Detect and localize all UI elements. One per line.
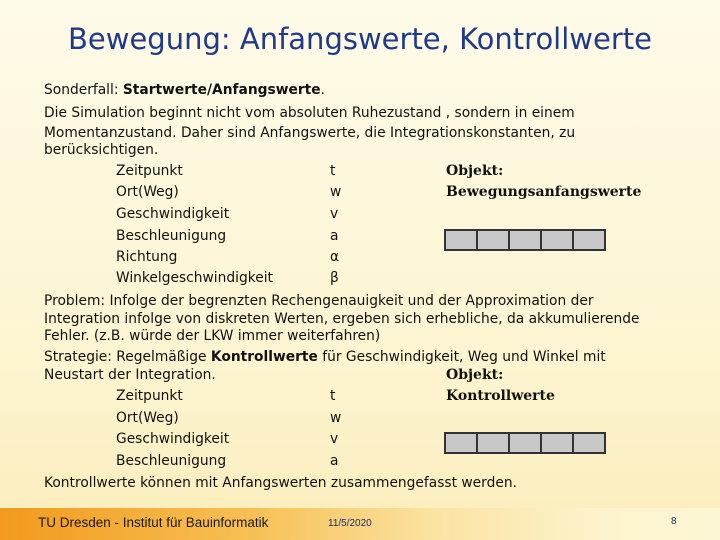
table1-label-3: Beschleunigung [116,228,227,244]
table1-label-5: Winkelgeschwindigkeit [116,270,273,286]
table2-label-2: Geschwindigkeit [116,431,230,447]
strategy-prefix: Strategie: Regelmäßige [44,349,211,365]
table1-label-2: Geschwindigkeit [116,206,230,222]
table2-symbol-0: t [330,388,336,404]
footer-institution: TU Dresden - Institut für Bauinformatik [38,515,269,530]
intro-bold-term: Startwerte/Anfangswerte [122,82,321,98]
table1-label-4: Richtung [116,249,178,265]
table1-symbol-1: w [330,184,342,200]
intro-line-4: berücksichtigen. [44,142,159,158]
table2-object-name: Kontrollwerte [446,388,555,404]
grid-cell [541,433,573,453]
table2-label-0: Zeitpunkt [116,388,183,404]
intro-line-2: Die Simulation beginnt nicht vom absoluten Ruhezustand , sondern in einem [44,105,575,121]
slide-title: Bewegung: Anfangswerte, Kontrollwerte [68,22,652,56]
grid-cell [573,433,605,453]
strategy-line-1 [44,348,606,366]
table1-label-0: Zeitpunkt [116,163,183,179]
conclusion: Kontrollwerte können mit Anfangswerten zusammengefasst werden. [44,475,517,491]
strategy-line-2: Neustart der Integration. [44,367,216,383]
page-number: 8 [671,516,677,527]
table1-symbol-2: v [330,206,339,222]
table1-object-label: Objekt: [446,163,504,179]
intro-line-1 [44,81,325,99]
table2-label-1: Ort(Weg) [116,410,179,426]
grid-cell [477,230,509,250]
grid-cell [445,433,477,453]
table1-symbol-4: α [330,249,340,265]
table2-label-3: Beschleunigung [116,453,227,469]
grid-cell [509,230,541,250]
table2-symbol-3: a [330,453,339,469]
grid-cell [509,433,541,453]
table1-symbol-3: a [330,228,339,244]
problem-line-3: Fehler. (z.B. würde der LKW immer weiterfahren) [44,328,381,344]
grid-cell [477,433,509,453]
table2-symbol-2: v [330,431,339,447]
table1-object-name: Bewegungsanfangswerte [446,184,642,200]
problem-line-2: Integration infolge von diskreten Werten, ergeben sich erhebliche, da akkumulierende [44,311,640,327]
intro-suffix: . [320,82,325,98]
table1-symbol-5: β [330,270,339,286]
intro-prefix: Sonderfall: [44,82,123,98]
grid-cell [445,230,477,250]
strategy-bold-term: Kontrollwerte [210,349,318,365]
problem-line-1: Problem: Infolge der begrenzten Rechengenauigkeit und der Approximation der [44,293,594,309]
table1-symbol-0: t [330,163,336,179]
grid-cell [573,230,605,250]
table1-value-grid [444,229,606,251]
table2-object-label: Objekt: [446,367,504,383]
table1-label-1: Ort(Weg) [116,184,179,200]
intro-line-3: Momentanzustand. Daher sind Anfangswerte, die Integrationskonstanten, zu [44,125,576,141]
strategy-suffix: für Geschwindigkeit, Weg und Winkel mit [317,349,606,365]
grid-cell [541,230,573,250]
footer-date: 11/5/2020 [328,518,372,529]
table2-value-grid [444,432,606,454]
table2-symbol-1: w [330,410,342,426]
